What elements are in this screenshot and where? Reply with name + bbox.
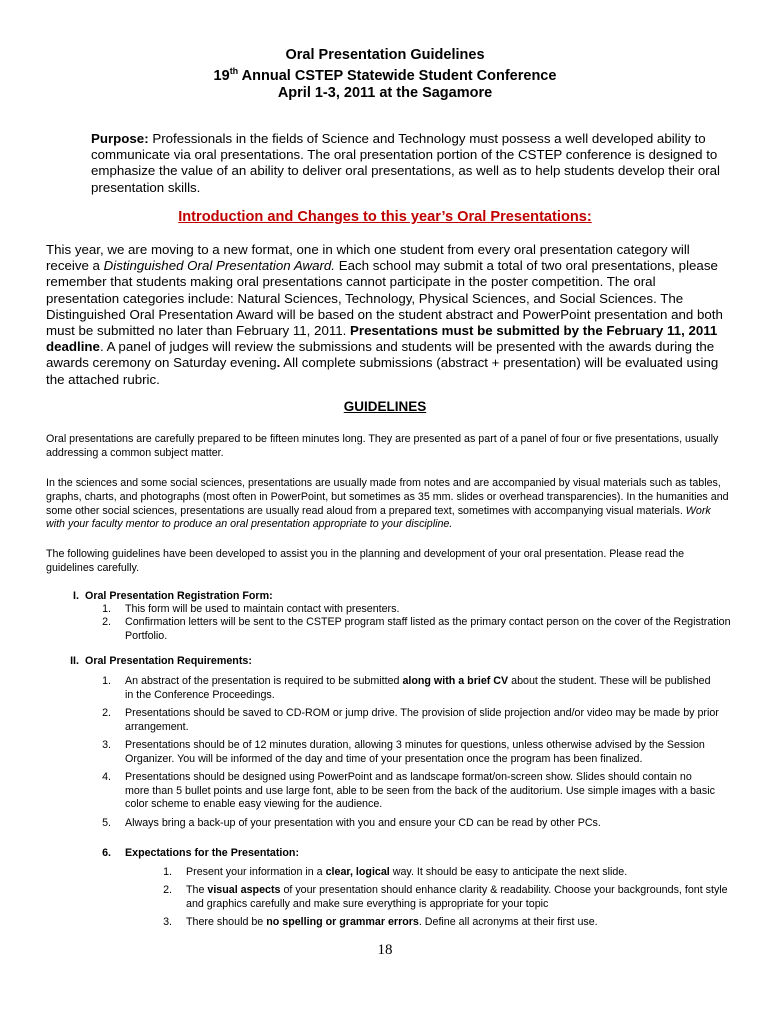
list-item-number: 5. <box>102 817 111 829</box>
list-item-text: Presentations should be designed using PowerPoint and as landscape format/on-screen show. Slides should contain no more than 5 bullet points and use large font, able to be seen from the back of the auditorium. Use simple images with a basic color scheme to enable easy viewing for the audience. <box>125 771 715 811</box>
purpose-text: Professionals in the fields of Science and Technology must possess a well developed ability to communicate via oral presentations. The oral presentation portion of the CSTEP conference is designed to emphasize the value of an ability to deliver oral presentations, as well as to help students develop their oral presentation skills. <box>91 131 721 195</box>
item-text-part: about the student. These will be published in the Conference Proceedings. <box>125 675 711 701</box>
intro-text-1: This year, we are moving to a new format, one in which one student from every oral presentation category will receive a <box>46 242 690 274</box>
intro-bold-period: . <box>276 355 281 371</box>
guidelines-paragraph-2-text: In the sciences and some social sciences, presentations are usually made from notes and are accompanied by visual materials such as tables, graphs, charts, and photographs (most often in PowerPoint, but sometimes as 35 mm. slides or overhead transparencies). In the humanities and some other social sciences, presentations are usually read aloud from a prepared text, sometimes with accompanying visual materials. <box>46 477 729 517</box>
title-ordinal-suffix: th <box>229 66 239 76</box>
list-item-text <box>186 866 732 880</box>
item-text-part: The <box>186 884 208 896</box>
section-1-title: Oral Presentation Registration Form: <box>85 590 273 602</box>
list-item-number: 2. <box>102 616 111 628</box>
title-line-2-rest: Annual CSTEP Statewide Student Conference <box>238 67 557 84</box>
intro-heading-text: Introduction and Changes to this year’s Oral Presentations <box>178 209 587 225</box>
list-item-number: 3. <box>163 916 172 928</box>
expectations-title: Expectations for the Presentation: <box>125 847 300 859</box>
list-item-text: Confirmation letters will be sent to the CSTEP program staff listed as the primary contact person on the cover of the Registration Portfolio. <box>125 616 731 642</box>
intro-text-3: . A panel of judges will review the submissions and students will be presented with the awards during the awards ceremony on Saturday evening <box>46 339 715 371</box>
list-item-number: 2. <box>163 884 172 896</box>
deadline-emphasis: Presentations must be submitted by the February 11, 2011 deadline <box>46 323 718 355</box>
award-name: Distinguished Oral Presentation Award. <box>103 258 335 274</box>
intro-heading-colon: : <box>586 209 592 225</box>
title-line-2 <box>0 66 770 84</box>
cv-emphasis: along with a brief CV <box>402 675 509 687</box>
section-2-heading <box>59 655 252 667</box>
guidelines-paragraph-3: The following guidelines have been developed to assist you in the planning and development of your oral presentation. Please read the guidelines carefully. <box>46 548 685 574</box>
list-item-number: 1. <box>102 603 111 615</box>
list-item-text <box>186 884 732 911</box>
title-line-3: April 1-3, 2011 at the Sagamore <box>277 85 493 101</box>
item-text-part: There should be <box>186 916 267 928</box>
list-item-number: 1. <box>102 675 111 687</box>
list-item-text: This form will be used to maintain contact with presenters. <box>125 603 400 615</box>
page-number: 18 <box>377 942 393 958</box>
section-1-heading <box>59 590 273 602</box>
intro-paragraph <box>46 242 730 388</box>
section-2-title: Oral Presentation Requirements: <box>85 655 252 667</box>
list-item-text: Always bring a back-up of your presentation with you and ensure your CD can be read by other PCs. <box>125 817 601 829</box>
guidelines-paragraph-2 <box>46 477 730 532</box>
intro-text-2: Each school may submit a total of two oral presentations, please remember that students making oral presentations cannot participate in the poster competition. The oral presentation categories include: Natural Sciences, Technology, Physical Sciences, and Social Sciences. The Distinguished Oral Presentation Award will be based on the student abstract and PowerPoint presentation and both must be submitted no later than February 11, 2011. <box>46 258 723 339</box>
faculty-mentor-note: Work with your faculty mentor to produce an oral presentation appropriate to your discipline. <box>46 504 711 531</box>
guidelines-heading: GUIDELINES <box>343 399 427 414</box>
list-item-number: 1. <box>163 866 172 878</box>
item-text-part: way. It should be easy to anticipate the next slide. <box>389 866 628 878</box>
title-line-1: Oral Presentation Guidelines <box>285 47 485 63</box>
list-item-number: 4. <box>102 771 111 783</box>
item-text-part: An abstract of the presentation is required to be submitted <box>125 675 403 687</box>
section-2-number: II. <box>70 655 79 667</box>
clear-logical-emphasis: clear, logical <box>325 866 390 878</box>
list-item-number: 2. <box>102 707 111 719</box>
list-item-text <box>186 916 732 930</box>
title-ordinal-number: 19 <box>213 67 230 84</box>
item-text-part: . Define all acronyms at their first use. <box>418 916 598 928</box>
intro-heading <box>0 209 770 225</box>
visual-aspects-emphasis: visual aspects <box>207 884 281 896</box>
list-item-text: Presentations should be of 12 minutes duration, allowing 3 minutes for questions, unless otherwise advised by the Session Organizer. You will be informed of the day and time of your presentation once the program has been finalized. <box>125 739 705 765</box>
section-1-number: I. <box>73 590 79 602</box>
spelling-emphasis: no spelling or grammar errors <box>266 916 419 928</box>
purpose-paragraph <box>91 131 727 196</box>
purpose-label: Purpose: <box>91 131 149 146</box>
list-item-number: 3. <box>102 739 111 751</box>
guidelines-paragraph-1: Oral presentations are carefully prepared to be fifteen minutes long. They are presented as part of a panel of four or five presentations, usually addressing a common subject matter. <box>46 433 719 459</box>
intro-text-4: All complete submissions (abstract + presentation) will be evaluated using the attached rubric. <box>46 355 719 387</box>
item-text-part: Present your information in a <box>186 866 326 878</box>
list-item-text <box>125 675 715 702</box>
item-text-part: of your presentation should enhance clarity & readability. Choose your backgrounds, font style and graphics carefully and make sure everything is appropriate for your topic <box>186 884 728 910</box>
list-item-text: Presentations should be saved to CD-ROM or jump drive. The provision of slide projection and/or video may be made by prior arrangement. <box>125 707 719 733</box>
list-item-number: 6. <box>102 847 111 859</box>
